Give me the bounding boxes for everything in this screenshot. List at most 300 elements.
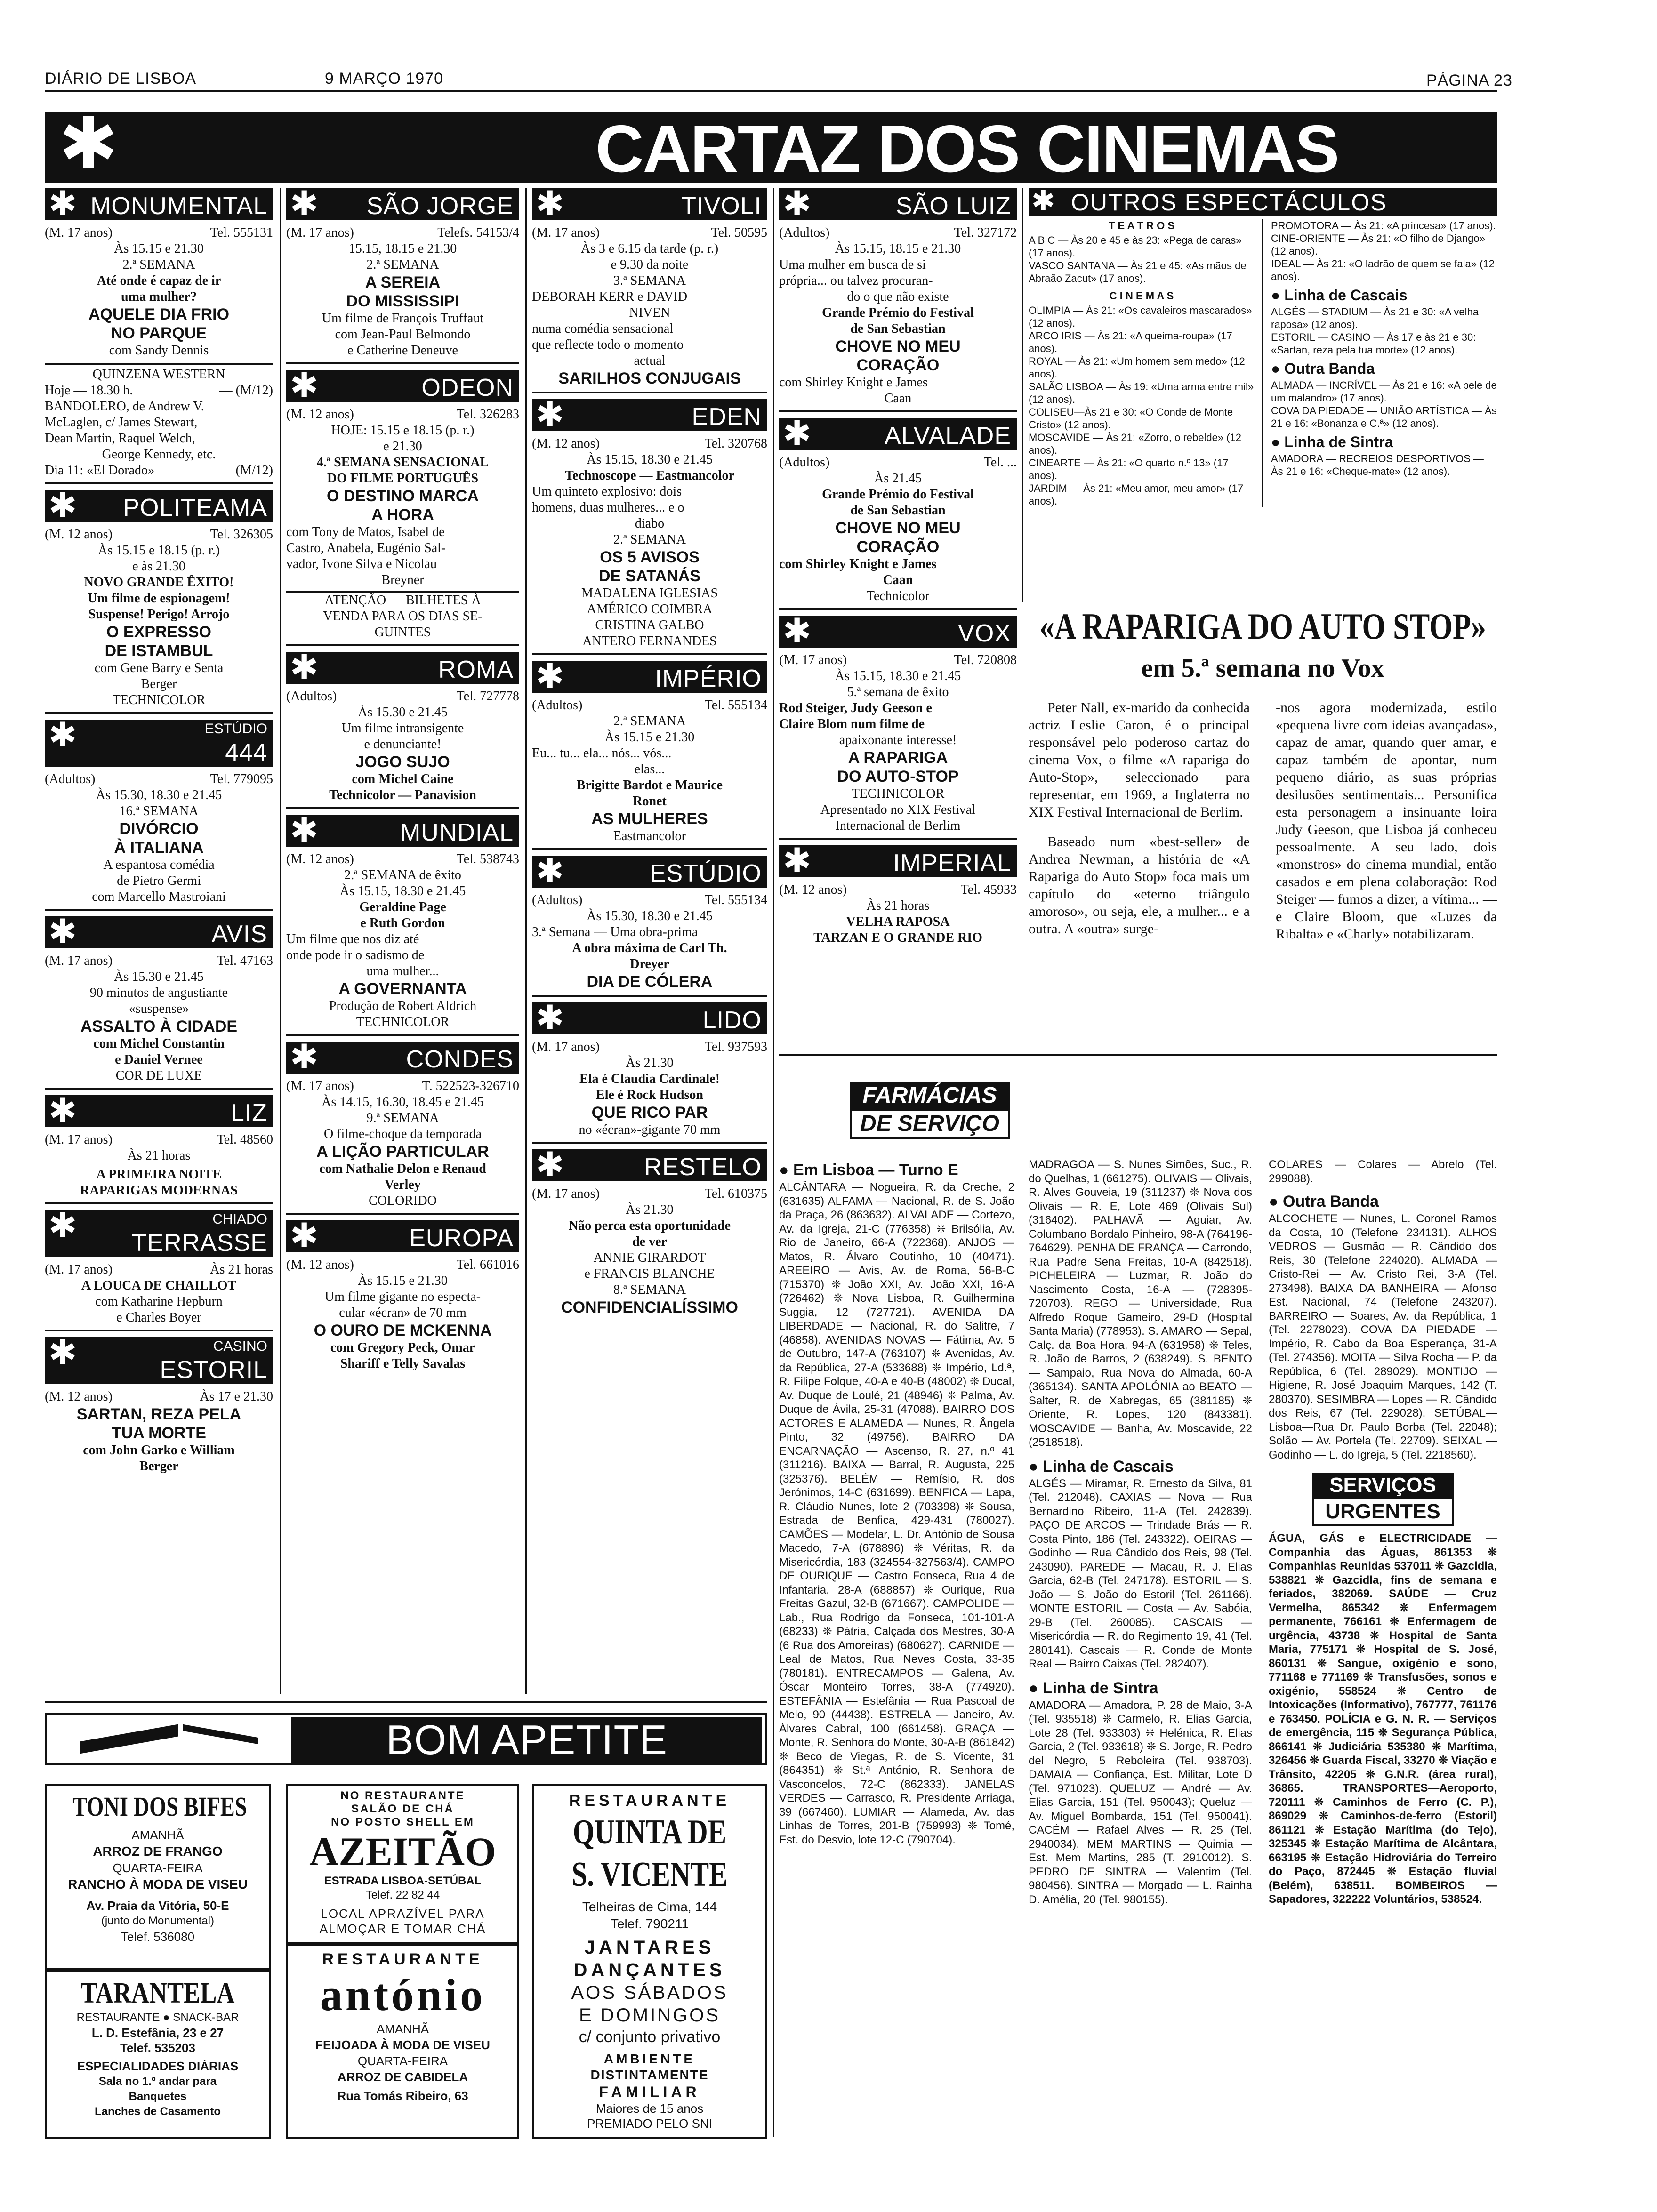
cast: MADALENA IGLESIAS — [581, 586, 718, 601]
tagline: Até onde é capaz de ir — [97, 273, 221, 288]
cinema-column-2 — [286, 184, 519, 1381]
cinema-title-bar — [45, 1205, 273, 1257]
cinema-title-bar — [286, 365, 519, 405]
pharmacies-title-box — [850, 1082, 1010, 1138]
phone: Tel. 326305 — [210, 527, 273, 542]
award: de San Sebastian — [850, 503, 946, 518]
showtimes: Às 21 horas — [210, 1262, 273, 1277]
ad-text: PREMIADO PELO SNI — [587, 2116, 712, 2131]
phone: Tel. 727778 — [456, 689, 519, 704]
director: Dreyer — [630, 957, 669, 971]
cinema-entry: CINEARTE — Às 21: «O quarto n.º 13» (17 anos). — [1029, 457, 1229, 481]
cinema-listing-condes — [286, 1037, 519, 1215]
age-rating: (M. 12 anos) — [286, 1258, 354, 1272]
tagline: uma mulher? — [121, 289, 197, 304]
region-heading-label: Outra Banda — [1283, 1193, 1379, 1210]
cast: Ronet — [633, 794, 667, 809]
ad-text: RESTAURANTE — [322, 1950, 483, 1968]
pharmacy-list: ALGÉS — Miramar, R. Ernesto da Silva, 81 (Tel. 212048). CAXIAS — Nova — Rua Bernardino Ribeiro, 11-A (Tel. 242839). PAÇO DE ARCOS — Trindade Brás — R. Costa Pinto, 186 (Tel. 243322). OEIRAS — Godinho — Rua Cândido dos Reis, 98 (Tel. 243090). PAREDE — Macau, R. J. Elias Garcia, 62-B (Tel. 247178). ESTORIL — S. João — S. João do Estoril (Tel. 261166). MONTE ESTORIL — Costa — Av. Sabóia, 29-B (Tel. 260085). CASCAIS — Misericórdia — R. do Regimento 19, 41 (Tel. 280141). Cascais — R. Conde de Monte Real — Bairro Caixas (Tel. 282407). — [1029, 1477, 1252, 1670]
pharmacy-list: COLARES — Colares — Abrelo (Tel. 299088). — [1269, 1158, 1497, 1185]
cinema-entry: OLIMPIA — Às 21: «Os cavaleiros mascarados» (12 anos). — [1029, 305, 1252, 329]
urgent-services-title-line2: URGENTES — [1312, 1498, 1454, 1526]
age-rating: (Adultos) — [779, 225, 830, 240]
tagline: 3.ª Semana — Uma obra-prima — [532, 925, 698, 939]
showtimes: Às 15.30, 18.30 e 21.45 — [96, 788, 222, 802]
phone: Tel. 327172 — [954, 225, 1017, 240]
cinema-entry: PROMOTORA — Às 21: «A princesa» (17 anos). — [1271, 220, 1496, 232]
cast: com Michel Constantin — [93, 1036, 225, 1051]
cinema-name: 444 — [225, 739, 267, 766]
age-rating: (M. 12 anos) — [45, 1389, 113, 1404]
age-rating: (Adultos) — [532, 698, 583, 713]
cinema-name: SÃO JORGE — [366, 192, 514, 220]
cinema-name: POLITEAMA — [123, 494, 267, 521]
film-title: A SEREIA — [365, 273, 441, 291]
format: TECHNICOLOR — [112, 693, 206, 707]
cinema-title-bar — [45, 485, 273, 525]
tagline: DO FILME PORTUGUÊS — [327, 471, 479, 486]
cast: com Jean-Paul Belmondo — [335, 327, 471, 342]
tagline: Eu... tu... ela... nós... vós... — [532, 746, 672, 761]
cast: Verley — [385, 1178, 421, 1192]
phone: Tel. 610375 — [704, 1186, 767, 1201]
cinema-name: ESTÚDIO — [649, 860, 762, 887]
film-title: CHOVE NO MEU — [835, 337, 961, 355]
asterisk-star-icon: ✱ — [48, 912, 77, 951]
article-col-right — [1276, 699, 1497, 943]
phone: Tel. 47163 — [217, 954, 273, 968]
notice: VENDA PARA OS DIAS SE- — [323, 609, 483, 624]
film-title: VELHA RAPOSA — [846, 914, 950, 929]
ad-tarantela — [45, 1970, 271, 2139]
article-paragraph: Baseado num «best-seller» de Andrea Newman, a história de «A Rapariga do Auto Stop» foca mais um capítulo do «eterno triângulo amoroso», ou seja, ele, a mulher... e a outra. A «outra» surge- — [1029, 834, 1250, 937]
region-heading — [1269, 1192, 1497, 1211]
showtimes: Às 15.15 e 21.30 — [358, 1274, 448, 1288]
issue-date: 9 MARÇO 1970 — [325, 70, 443, 88]
showtimes: Às 21.30 — [626, 1202, 674, 1217]
cinema-title-bar — [286, 1216, 519, 1255]
pharmacies-col-2 — [1029, 1158, 1252, 1907]
knife-icon — [183, 1724, 258, 1744]
ad-text: ESPECIALIDADES DIÁRIAS — [77, 2059, 239, 2073]
cast: Berger — [139, 1459, 178, 1474]
cinema-listing-europa — [286, 1216, 519, 1376]
phone: Tel. 720808 — [954, 653, 1017, 667]
region-heading-label: Linha de Sintra — [1043, 1679, 1158, 1697]
tagline: numa comédia sensacional — [532, 321, 674, 336]
cinema-name: SÃO LUIZ — [896, 192, 1011, 220]
age-rating: (M. 17 anos) — [45, 1132, 113, 1147]
phone: Tel. 555134 — [704, 893, 767, 907]
article-headline: «A RAPARIGA DO AUTO STOP» — [1039, 606, 1486, 647]
film-title: CONFIDENCIALÍSSIMO — [561, 1298, 738, 1316]
ad-text: Banquetes — [129, 2090, 187, 2103]
cast: CRISTINA GALBO — [595, 618, 704, 633]
cinema-name: RESTELO — [644, 1154, 762, 1181]
film-title: RAPARIGAS MODERNAS — [80, 1183, 238, 1198]
cast: Geraldine Page — [359, 900, 446, 914]
phone: Tel. 320768 — [704, 436, 767, 451]
ad-text: ARROZ DE FRANGO — [93, 1844, 223, 1859]
ad-phone: Telef. 536080 — [121, 1930, 195, 1944]
phone: Tel. 661016 — [456, 1258, 519, 1272]
asterisk-star-icon: ✱ — [783, 184, 812, 223]
ad-text: AMBIENTE — [603, 2052, 696, 2066]
film-title: O EXPRESSO — [106, 623, 211, 641]
region-heading — [1271, 286, 1497, 305]
tagline: Ela é Claudia Cardinale! — [579, 1072, 720, 1086]
tagline: de ver — [632, 1234, 667, 1249]
award: Grande Prémio do Festival — [822, 305, 974, 320]
cinema-listing-vox — [779, 611, 1017, 840]
cast: Breyner — [381, 573, 424, 587]
cast: Caan — [884, 391, 912, 406]
asterisk-star-icon: ✱ — [290, 365, 319, 405]
phone: Tel. 555131 — [210, 225, 273, 240]
phone: Tel. 326283 — [456, 407, 519, 422]
producer: Produção de Robert Aldrich — [329, 999, 477, 1013]
header-rule — [45, 90, 1497, 92]
week: 9.ª SEMANA — [366, 1111, 439, 1125]
cinema-name: LIDO — [702, 1007, 762, 1034]
showtimes: Às 21.45 — [874, 471, 922, 486]
cinema-entry: JARDIM — Às 21: «Meu amor, meu amor» (17 anos). — [1029, 482, 1244, 507]
region-heading-label: Em Lisboa — Turno E — [793, 1161, 958, 1179]
ad-text: FEIJOADA À MODA DE VISEU — [315, 2038, 490, 2052]
phone: T. 522523-326710 — [422, 1079, 519, 1093]
film-title: DO MISSISSIPI — [346, 292, 459, 310]
theatre-entry: VASCO SANTANA — Às 21 e 45: «As mãos de Abraão Zacut» (17 anos). — [1029, 260, 1247, 284]
week: 2.ª SEMANA — [366, 257, 439, 272]
format: COR DE LUXE — [115, 1068, 202, 1083]
asterisk-star-icon: ✱ — [59, 103, 118, 184]
film-title: DO AUTO-STOP — [837, 768, 959, 785]
film-title: A HORA — [371, 506, 434, 524]
cinema-title-bar — [532, 656, 767, 696]
showtimes: 15.15, 18.15 e 21.30 — [348, 241, 457, 256]
tagline: apaixonante interesse! — [839, 733, 957, 747]
column-rule — [280, 188, 281, 1694]
bullet-icon: ● — [779, 1161, 789, 1179]
bullet-icon: ● — [1271, 287, 1280, 304]
asterisk-star-icon: ✱ — [290, 1037, 319, 1076]
film-info: BANDOLERO, de Andrew V. — [45, 399, 204, 414]
ad-text: AOS SÁBADOS — [571, 1982, 728, 2003]
showtimes: Às 15.15, 18.15 e 21.30 — [835, 241, 961, 256]
cinema-entry: ESTORIL — CASINO — Às 17 e às 21 e 30: «Sartan, reza pela tua morte» (12 anos). — [1271, 331, 1476, 356]
showtimes: e 21.30 — [383, 439, 422, 454]
showtimes: Às 17 e 21.30 — [200, 1389, 273, 1404]
showtimes: Às 15.30 e 21.45 — [114, 970, 204, 984]
film-title: JOGO SUJO — [355, 753, 450, 771]
film-title: SARTAN, REZA PELA — [76, 1405, 241, 1423]
cinema-column-4 — [779, 184, 1017, 955]
pharmacy-list: ALCÂNTARA — Nogueira, R. da Creche, 2 (631635) ALFAMA — Nacional, R. de S. João da Praça, 26 (863632). ALVALADE — Cortezo, Av. da Igreja, 21-C (776358) ❊ Brilsólia, Av. Rio de Janeiro, 66-A (722368). ANJOS — Matos, R. Álvaro Coutinho, 10 (40471). AREEIRO — Avis, Av. de Roma, 56-B-C (715370) ❊ João XXI, Av. João XXI, 16-A (726462) ❊ Nova Lisboa, R. Guilhermina Suggia, 12 (727721). AVENIDA DA LIBERDADE — Nacional, R. do Salitre, 7 (46858). AVENIDAS NOVAS — Fátima, Av. 5 de Outubro, 147-A (763107) ❊ Avenidas, Av. da República, 27-A (533688) ❊ Império, Ld.ª, R. Filipe Folque, 40-A e 40-B (48002) ❊ Ducal, Av. Duque de Loulé, 21 (48946) ❊ Palma, Av. Duque de Ávila, 25-31 (47088). BAIRRO DOS ACTORES E ALAMEDA — Nunes, R. Ângela Pinto, 32 (49756). BAIRRO DA ENCARNAÇÃO — Ascenso, R. 27, n.º 41 (311216). BAIXA — Barral, R. Augusta, 225 (325376). BELÉM — Remísio, R. dos Jerónimos, 14-C (631699). BENFICA — Lapa, R. Cláudio Nunes, lote 2 (703398) ❊ Sousa, Estrada de Benfica, 429-431 (780027). CAMÕES — Modelar, L. Dr. António de Sousa Macedo, 7-A (678896) ❊ Véritas, R. da Misericórdia, 183 (324554-327563/4). CAMPO DE OURIQUE — Castro Fonseca, Rua 4 de Infantaria, 28-A (688857) ❊ Ourique, Rua Freitas Gazul, 32-B (671667). CAMPOLIDE — Lab., Rua Rodrigo da Fonseca, 101-101-A (68233) ❊ Pátria, Calçada dos Mestres, 30-A (6 Rua dos Amoreiras) (680627). CARNIDE — Leal de Matos, Rua Neves Costa, 33-35 (780181). ENTRECAMPOS — Galena, Av. Óscar Monteiro Torres, 38-A (774920). ESTEFÂNIA — Estefânia — Rua Pascoal de Melo, 90 (44438). ESTRELA — Janeiro, Av. Álvares Cabral, 100 (661458). GRAÇA — Monte, R. Senhora do Monte, 30-A-B (861842) ❊ Beco de Viegas, R. de S. Vicente, 31 (864351) ❊ St.ª António, R. Senhora de Vasconcelos, 72-C (862333). JANELAS VERDES — Carrasco, R. Presidente Arriaga, 39 (667460). LUMIAR — Alameda, Av. das Linhas de Torres, 201-B (759993) ❊ Tomé, Est. do Desvio, lote 12-C (790704). — [779, 1181, 1014, 1846]
film-title: À ITALIANA — [114, 839, 204, 857]
ad-antonio — [286, 1944, 519, 2139]
cast: NIVEN — [629, 305, 670, 320]
week: 8.ª SEMANA — [613, 1282, 686, 1297]
tagline: «suspense» — [129, 1002, 189, 1016]
cinema-listing-sao-luiz — [779, 184, 1017, 412]
showtimes: Às 15.15, 18.30 e 21.45 — [835, 669, 961, 683]
showtimes: HOJE: 15.15 e 18.15 (p. r.) — [331, 423, 475, 438]
cinema-prefix: CHIADO — [212, 1211, 267, 1227]
cinema-column-1 — [45, 184, 273, 1484]
age-rating: (M. 17 anos) — [532, 1040, 600, 1054]
tagline: O filme-choque da temporada — [323, 1127, 482, 1141]
ad-text: ALMOÇAR E TOMAR CHÁ — [319, 1922, 486, 1936]
film-info: McLaglen, c/ James Stewart, — [45, 415, 198, 430]
cinema-title-bar — [532, 851, 767, 890]
tagline: actual — [634, 353, 666, 368]
showtimes: Às 15.15, 18.30 e 21.45 — [587, 452, 713, 467]
cinema-name: ESTORIL — [160, 1356, 267, 1384]
film-title: O DESTINO MARCA — [327, 487, 479, 505]
film-title: AS MULHERES — [591, 810, 708, 828]
cinema-listing-roma — [286, 647, 519, 809]
age-rating: (Adultos) — [45, 772, 96, 786]
tagline: Não perca esta oportunidade — [568, 1218, 731, 1233]
age-rating: (M. 12 anos) — [286, 852, 354, 866]
restaurant-name: TARANTELA — [80, 1977, 235, 2009]
film-title: OS 5 AVISOS — [600, 548, 700, 566]
asterisk-star-icon: ✱ — [536, 1145, 564, 1184]
asterisk-star-icon: ✱ — [1031, 184, 1055, 217]
cinema-name: CONDES — [406, 1046, 514, 1073]
ad-text: AMANHÃ — [376, 2022, 429, 2036]
phone: Tel. 45933 — [960, 882, 1017, 897]
asterisk-star-icon: ✱ — [536, 184, 564, 223]
cast: com John Garko e William — [83, 1443, 235, 1458]
age-rating: (M. 17 anos) — [286, 225, 354, 240]
region-heading — [1271, 433, 1497, 451]
week: 16.ª SEMANA — [119, 804, 199, 818]
cast: com Tony de Matos, Isabel de — [286, 525, 445, 539]
week: 2.ª SEMANA — [122, 257, 195, 272]
cinema-entry: COLISEU—Às 21 e 30: «O Conde de Monte Cristo» (12 anos). — [1029, 406, 1233, 431]
age-rating: (M. 17 anos) — [45, 225, 113, 240]
ad-text: DISTINTAMENTE — [590, 2068, 709, 2082]
cast: com Katharine Hepburn — [95, 1294, 223, 1309]
bullet-icon: ● — [1271, 360, 1280, 377]
showtimes: Às 15.15 e 18.15 (p. r.) — [98, 543, 220, 558]
session-time: Hoje — 18.30 h. — [45, 383, 133, 398]
week: 2.ª SEMANA — [613, 532, 686, 547]
cinema-title-bar — [286, 810, 519, 850]
showtimes: Às 15.30, 18.30 e 21.45 — [587, 909, 713, 923]
region-heading — [1271, 359, 1497, 378]
film-title: A PRIMEIRA NOITE — [96, 1167, 222, 1182]
tagline: diabo — [635, 516, 665, 531]
ad-text: NO POSTO SHELL EM — [331, 1816, 475, 1828]
cinema-title-bar — [45, 184, 273, 223]
cinema-name: EDEN — [692, 403, 762, 431]
cast: ANTERO FERNANDES — [582, 634, 717, 649]
format: no «écran»-gigante 70 mm — [579, 1122, 721, 1137]
tagline: cular «écran» de 70 mm — [339, 1306, 467, 1320]
age-rating: (M. 12 anos) — [286, 407, 354, 422]
ad-azeitao — [286, 1784, 519, 1944]
film-title: SARILHOS CONJUGAIS — [558, 369, 741, 387]
ad-address: L. D. Estefânia, 23 e 27 — [91, 2026, 224, 2040]
tagline: elas... — [634, 762, 665, 777]
film-title: AQUELE DIA FRIO — [88, 305, 230, 323]
showtimes: Às 15.15, 18.30 e 21.45 — [339, 884, 466, 898]
urgent-services-title — [1312, 1473, 1454, 1525]
region-heading-label: Linha de Cascais — [1284, 287, 1408, 304]
ad-phone: Telef. 22 82 44 — [365, 1889, 440, 1901]
theatre-entry: A B C — Às 20 e 45 e às 23: «Pega de caras» (17 anos). — [1029, 234, 1242, 259]
cinema-listing-tivoli — [532, 184, 767, 393]
cinema-listing-mundial — [286, 810, 519, 1036]
ad-address: (junto do Monumental) — [101, 1915, 215, 1927]
tagline: A obra máxima de Carl Th. — [572, 941, 727, 955]
cinema-prefix: ESTÚDIO — [204, 721, 267, 737]
tagline: onde pode ir o sadismo de — [286, 948, 425, 962]
ad-text: ARROZ DE CABIDELA — [337, 2070, 468, 2084]
cast: e FRANCIS BLANCHE — [584, 1266, 715, 1281]
ad-text: RANCHO À MODA DE VISEU — [68, 1877, 248, 1891]
tagline: Um quinteto explosivo: dois — [532, 484, 682, 499]
cast: com Nathalie Delon e Renaud — [319, 1162, 486, 1176]
asterisk-star-icon: ✱ — [48, 485, 77, 525]
cinema-name: MUNDIAL — [400, 819, 514, 846]
week: 2.ª SEMANA de êxito — [344, 868, 461, 882]
cinema-name: MONUMENTAL — [90, 192, 267, 220]
cinema-entry: AMADORA — RECREIOS DESPORTIVOS — Às 21 e 16: «Cheque-mate» (12 anos). — [1271, 453, 1484, 477]
age-rating: (M. 17 anos) — [45, 1262, 113, 1277]
description: A espantosa comédia — [103, 858, 215, 872]
cinema-listing-politeama — [45, 485, 273, 714]
format: TECHNICOLOR — [851, 786, 945, 801]
bullet-icon: ● — [1269, 1193, 1279, 1210]
restaurant-name: antónio — [320, 1970, 486, 2020]
film-title: A GOVERNANTA — [338, 980, 467, 998]
cinema-listing-estudio-444 — [45, 715, 273, 911]
asterisk-star-icon: ✱ — [290, 647, 319, 687]
asterisk-star-icon: ✱ — [783, 611, 812, 650]
cinema-name: EUROPA — [409, 1225, 514, 1252]
showtimes: Às 21 horas — [866, 898, 930, 913]
column-divider — [1262, 219, 1263, 507]
cinema-title-bar — [45, 715, 273, 767]
cast: DEBORAH KERR e DAVID — [532, 289, 688, 304]
film-title: A LIÇÃO PARTICULAR — [316, 1143, 489, 1161]
cinema-listing-sao-jorge — [286, 184, 519, 364]
ad-text: DANÇANTES — [573, 1960, 726, 1980]
film-title: CORAÇÃO — [856, 538, 940, 556]
section-rule — [779, 1054, 1497, 1056]
showtimes: e às 21.30 — [132, 559, 185, 574]
bullet-icon: ● — [1271, 433, 1280, 450]
asterisk-star-icon: ✱ — [290, 1216, 319, 1255]
cast: com Shirley Knight e James — [779, 375, 928, 390]
cast: Rod Steiger, Judy Geeson e — [779, 701, 932, 715]
film-title: O OURO DE MCKENNA — [314, 1322, 492, 1339]
cast: com Sandy Dennis — [109, 343, 209, 358]
ad-address: Telheiras de Cima, 144 — [582, 1899, 717, 1914]
phone: Telefs. 54153/4 — [437, 225, 519, 240]
ad-text: Sala no 1.º andar para — [98, 2075, 217, 2088]
ad-text: QUARTA-FEIRA — [357, 2054, 448, 2068]
cinema-listing-lido — [532, 998, 767, 1144]
cinemas-heading: C I N E M A S — [1109, 290, 1174, 302]
cinema-listings-banner — [45, 103, 1497, 186]
cinema-entry: MOSCAVIDE — Às 21: «Zorro, o rebelde» (12 anos). — [1029, 432, 1241, 456]
age-rating: (Adultos) — [532, 893, 583, 907]
age-rating: (M. 17 anos) — [286, 1079, 354, 1093]
cinema-name: LIZ — [230, 1099, 267, 1127]
cast: com Gregory Peck, Omar — [330, 1340, 475, 1355]
cast: Claire Blom num filme de — [779, 717, 925, 731]
film-title: A RAPARIGA — [848, 749, 948, 767]
ad-text: SALÃO DE CHÁ — [351, 1803, 454, 1815]
cinema-listing-estudio — [532, 851, 767, 997]
award: Internacional de Berlim — [835, 818, 961, 833]
region-heading-label: Linha de Sintra — [1284, 433, 1393, 450]
cinema-title-bar — [286, 184, 519, 223]
asterisk-star-icon: ✱ — [536, 851, 564, 890]
section-rule — [45, 1701, 767, 1703]
cast: vador, Ivone Silva e Nicolau — [286, 557, 437, 571]
other-shows-left — [1029, 219, 1255, 507]
ad-address: Av. Praia da Vitória, 50-E — [86, 1899, 229, 1913]
showtimes: Às 15.15 e 21.30 — [114, 241, 204, 256]
film-title: TARZAN E O GRANDE RIO — [813, 930, 982, 945]
tagline: NOVO GRANDE ÊXITO! — [84, 575, 234, 590]
other-shows-title-bar — [1029, 184, 1497, 217]
age-rating: — (M/12) — [219, 383, 273, 398]
award: Grande Prémio do Festival — [822, 487, 974, 502]
format: TECHNICOLOR — [356, 1015, 450, 1029]
asterisk-star-icon: ✱ — [783, 413, 812, 453]
cinema-listing-avis — [45, 912, 273, 1090]
cinema-listing-terrasse — [45, 1205, 273, 1331]
cinema-listing-odeon — [286, 365, 519, 646]
age-rating: (M/12) — [235, 463, 273, 478]
article-paragraph: Peter Nall, ex-marido da conhecida actriz Leslie Caron, é o principal responsável pelo poderoso cartaz do cinema Vox, o filme «A rapariga do Auto-Stop», seleccionado para representar, em 1969, a Inglaterra no XIX Festival Internacional de Berlim. — [1029, 700, 1250, 820]
ad-text: AMANHÃ — [131, 1828, 184, 1842]
ad-text: QUARTA-FEIRA — [113, 1861, 203, 1875]
cinema-listing-eden — [532, 394, 767, 655]
film-title: TUA MORTE — [112, 1424, 206, 1442]
age-rating: (M. 17 anos) — [532, 225, 600, 240]
cinema-listing-monumental — [45, 184, 273, 484]
film-title: ASSALTO À CIDADE — [80, 1018, 238, 1035]
cast: com Shirley Knight e James — [779, 557, 937, 571]
phone: Tel. 48560 — [217, 1132, 273, 1147]
cinema-title-bar — [286, 1037, 519, 1076]
award: Apresentado no XIX Festival — [820, 802, 975, 817]
asterisk-star-icon: ✱ — [48, 1205, 77, 1245]
film-title: DIA DE CÓLERA — [587, 973, 713, 991]
region-heading — [1029, 1457, 1252, 1476]
fork-knife-icon — [80, 1724, 178, 1754]
theatres-heading: T E A T R O S — [1108, 220, 1175, 232]
bullet-icon: ● — [1029, 1457, 1038, 1475]
cinema-column-3 — [532, 184, 767, 1326]
film-title: CHOVE NO MEU — [835, 519, 961, 537]
other-shows-right — [1271, 219, 1497, 507]
restaurant-name: QUINTA DE — [572, 1813, 727, 1851]
pharmacies-subtitle: DE SERVIÇO — [850, 1109, 1010, 1139]
restaurant-name: TONI DOS BIFES — [72, 1791, 247, 1822]
column-rule — [525, 188, 527, 1694]
ad-text: c/ conjunto privativo — [579, 2028, 721, 2046]
page-number: PÁGINA 23 — [1426, 72, 1512, 89]
format: Technicolor — Panavision — [329, 788, 476, 802]
